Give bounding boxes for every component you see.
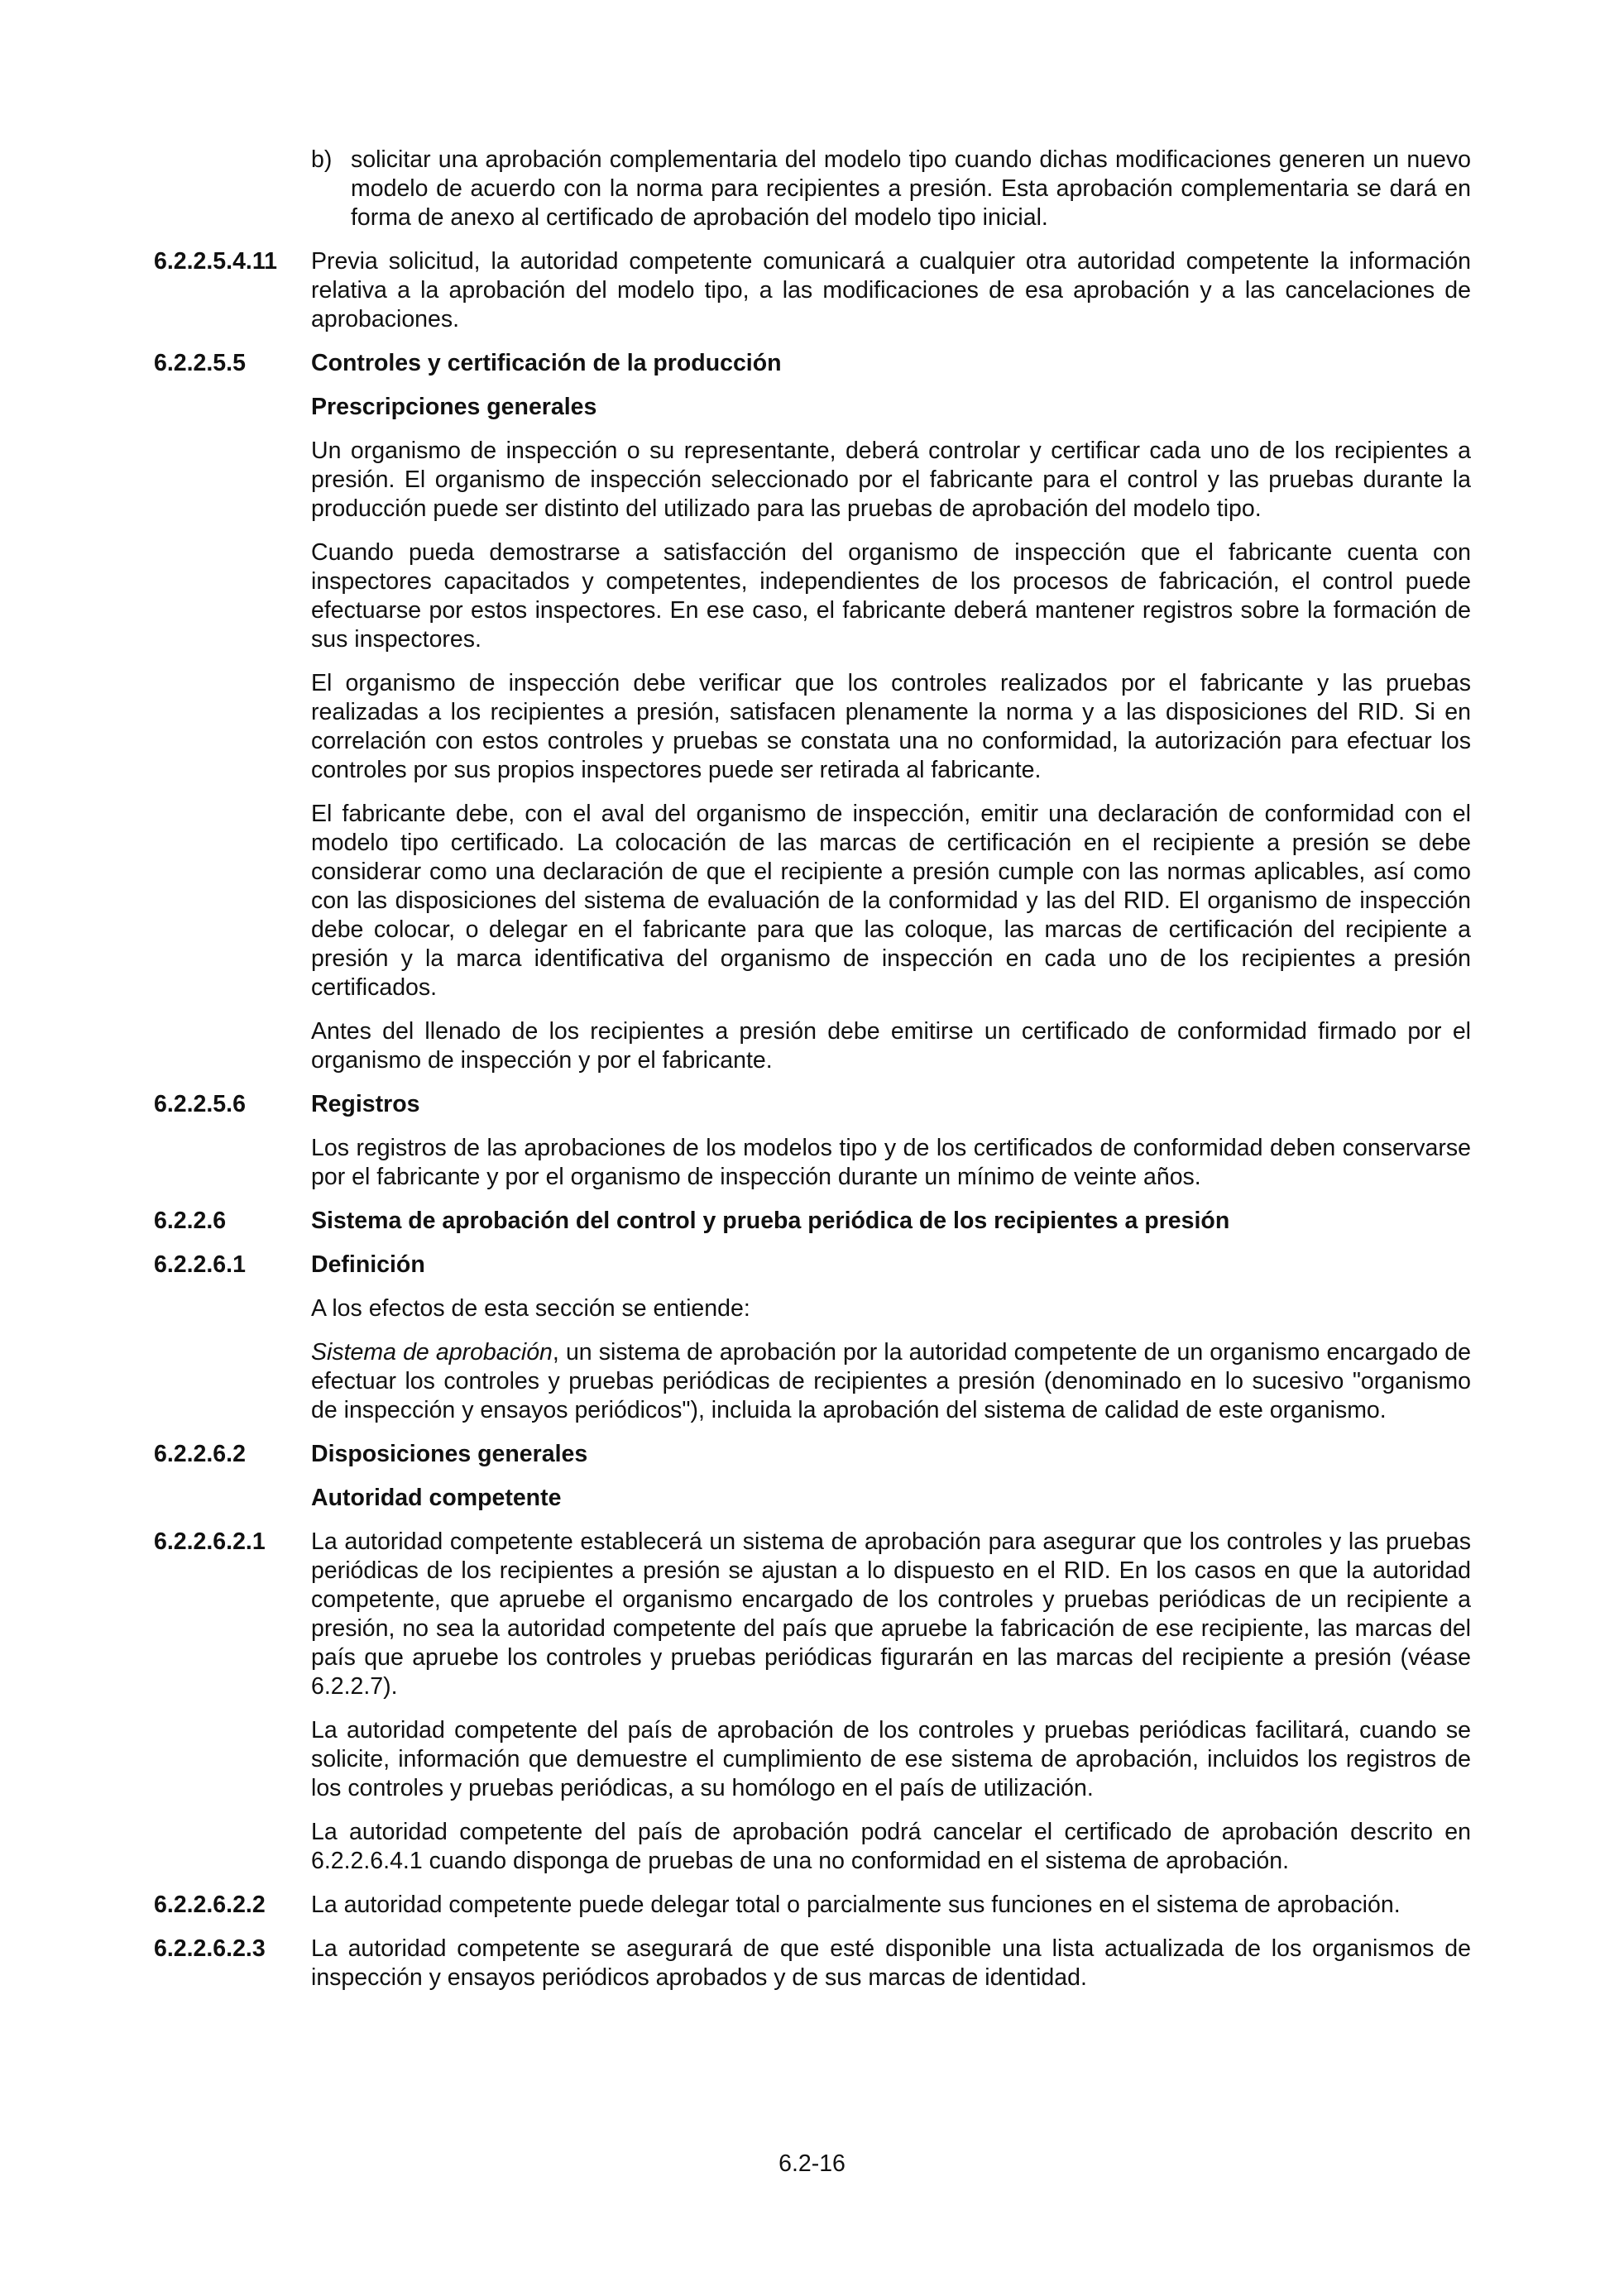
section-number: 6.2.2.6.2.2 xyxy=(154,1892,266,1918)
section-number xyxy=(154,1017,311,1075)
subheading: Autoridad competente xyxy=(311,1485,562,1511)
paragraph: Previa solicitud, la autoridad competente comunicará a cualquier otra autoridad competente la información relativa a la aprobación del modelo tipo, a las modificaciones de esa aprobación y a las cancelaciones de aprobaciones. xyxy=(311,248,1471,332)
paragraph: Un organismo de inspección o su representante, deberá controlar y certificar cada uno de los recipientes a presión. El organismo de inspección seleccionado por el fabricante para el control y las pruebas durante la producción puede ser distinto del utilizado para las pruebas de aprobación del modelo tipo. xyxy=(311,438,1471,522)
section-number: 6.2.2.5.5 xyxy=(154,350,246,376)
paragraph-row xyxy=(154,538,1471,654)
definition-paragraph xyxy=(311,1338,1471,1425)
clause-6-2-2-6-2-2 xyxy=(154,1891,1471,1920)
section-6-2-2-6-1 xyxy=(154,1251,1471,1280)
section-number xyxy=(154,538,311,654)
section-6-2-2-5-6 xyxy=(154,1090,1471,1119)
definition-text: , un sistema de aprobación por la autoridad competente de un organismo encargado de efectuar los controles y pruebas periódicas de recipientes a presión (denominado en lo sucesivo "organismo de inspección y ensayos periódicos"), incluida la aprobación del sistema de calidad de este organismo. xyxy=(311,1339,1472,1423)
list-item-b xyxy=(154,146,1471,232)
section-number xyxy=(154,1818,311,1876)
paragraph-row xyxy=(154,1294,1471,1323)
paragraph: Los registros de las aprobaciones de los modelos tipo y de los certificados de conformidad deben conservarse por el fabricante y por el organismo de inspección durante un mínimo de veinte años. xyxy=(311,1135,1471,1190)
paragraph-row xyxy=(154,1716,1471,1803)
section-heading: Controles y certificación de la producción xyxy=(311,350,782,376)
paragraph-row xyxy=(154,669,1471,785)
subheading-autoridad xyxy=(154,1484,1471,1513)
paragraph: La autoridad competente se asegurará de que esté disponible una lista actualizada de los organismos de inspección y ensayos periódicos aprobados y de sus marcas de identidad. xyxy=(311,1935,1471,1991)
item-label: b) xyxy=(311,146,333,173)
defined-term: Sistema de aprobación xyxy=(311,1339,553,1366)
paragraph: Antes del llenado de los recipientes a presión debe emitirse un certificado de conformidad firmado por el organismo de inspección y por el fabricante. xyxy=(311,1018,1471,1074)
paragraph-row xyxy=(154,1818,1471,1876)
clause-6-2-2-6-2-3 xyxy=(154,1935,1471,1992)
section-6-2-2-6 xyxy=(154,1207,1471,1236)
section-heading: Disposiciones generales xyxy=(311,1441,588,1467)
paragraph: El organismo de inspección debe verificar que los controles realizados por el fabricante y las pruebas realizadas a los recipientes a presión, satisfacen plenamente la norma y a las disposiciones del RID. Si en correlación con estos controles y pruebas se constata una no conformidad, la autorización para efectuar los controles por sus propios inspectores puede ser retirada al fabricante. xyxy=(311,670,1471,783)
paragraph: La autoridad competente establecerá un sistema de aprobación para asegurar que los controles y las pruebas periódicas de los recipientes a presión se ajustan a lo dispuesto en el RID. En los casos en que la autoridad competente, que apruebe el organismo encargado de los controles y pruebas periódicas de un recipiente a presión, no sea la autoridad competente del país que apruebe la fabricación de ese recipiente, las marcas del país que apruebe los controles y pruebas periódicas figurarán en las marcas del recipiente a presión (véase 6.2.2.7). xyxy=(311,1528,1471,1700)
section-number: 6.2.2.6.2 xyxy=(154,1441,246,1467)
section-number xyxy=(154,800,311,1002)
paragraph-row xyxy=(154,1017,1471,1075)
paragraph: Cuando pueda demostrarse a satisfacción del organismo de inspección que el fabricante cuenta con inspectores capacitados y competentes, independientes de los procesos de fabricación, el control puede efectuarse por estos inspectores. En ese caso, el fabricante deberá mantener registros sobre la formación de sus inspectores. xyxy=(311,539,1471,653)
section-number: 6.2.2.5.6 xyxy=(154,1091,246,1117)
section-number xyxy=(154,146,311,232)
section-number: 6.2.2.6.1 xyxy=(154,1251,246,1278)
document-body xyxy=(154,146,1471,2007)
section-number xyxy=(154,669,311,785)
section-number: 6.2.2.6.2.1 xyxy=(154,1528,266,1555)
paragraph-row xyxy=(154,1134,1471,1192)
section-number: 6.2.2.5.4.11 xyxy=(154,248,277,275)
paragraph: solicitar una aprobación complementaria del modelo tipo cuando dichas modificaciones generen un nuevo modelo de acuerdo con la norma para recipientes a presión. Esta aprobación complementaria se dará en forma de anexo al certificado de aprobación del modelo tipo inicial. xyxy=(351,146,1471,231)
paragraph: La autoridad competente del país de aprobación de los controles y pruebas periódicas facilitará, cuando se solicite, información que demuestre el cumplimiento de ese sistema de aprobación, incluidos los registros de los controles y pruebas periódicas, a su homólogo en el país de utilización. xyxy=(311,1717,1471,1801)
section-6-2-2-5-5 xyxy=(154,349,1471,378)
paragraph: La autoridad competente del país de aprobación podrá cancelar el certificado de aprobación descrito en 6.2.2.6.4.1 cuando disponga de pruebas de una no conformidad en el sistema de aprobación. xyxy=(311,1819,1471,1874)
section-number xyxy=(154,1338,311,1425)
section-6-2-2-6-2 xyxy=(154,1440,1471,1469)
section-number xyxy=(154,1716,311,1803)
section-number xyxy=(154,1484,311,1513)
paragraph-row xyxy=(154,437,1471,524)
section-heading: Sistema de aprobación del control y prueba periódica de los recipientes a presión xyxy=(311,1208,1230,1234)
paragraph-row xyxy=(154,800,1471,1002)
section-heading: Registros xyxy=(311,1091,420,1117)
section-number xyxy=(154,437,311,524)
section-number xyxy=(154,1134,311,1192)
page-number: 6.2-16 xyxy=(778,2150,846,2177)
clause-6-2-2-5-4-11 xyxy=(154,247,1471,334)
subheading: Prescripciones generales xyxy=(311,394,597,420)
definition-row xyxy=(154,1338,1471,1425)
section-number xyxy=(154,1294,311,1323)
paragraph: La autoridad competente puede delegar total o parcialmente sus funciones en el sistema de aprobación. xyxy=(311,1892,1401,1918)
section-number: 6.2.2.6 xyxy=(154,1208,227,1234)
clause-6-2-2-6-2-1 xyxy=(154,1528,1471,1701)
subheading-prescripciones xyxy=(154,393,1471,422)
section-number xyxy=(154,393,311,422)
paragraph: El fabricante debe, con el aval del organismo de inspección, emitir una declaración de conformidad con el modelo tipo certificado. La colocación de las marcas de certificación en el recipiente a presión se debe considerar como una declaración de que el recipiente a presión cumple con las normas aplicables, así como con las disposiciones del sistema de evaluación de la conformidad y las del RID. El organismo de inspección debe colocar, o delegar en el fabricante para que las coloque, las marcas de certificación del recipiente a presión y la marca identificativa del organismo de inspección en cada uno de los recipientes a presión certificados. xyxy=(311,801,1471,1001)
section-number: 6.2.2.6.2.3 xyxy=(154,1935,266,1962)
section-heading: Definición xyxy=(311,1251,425,1278)
paragraph: A los efectos de esta sección se entiende: xyxy=(311,1295,750,1322)
